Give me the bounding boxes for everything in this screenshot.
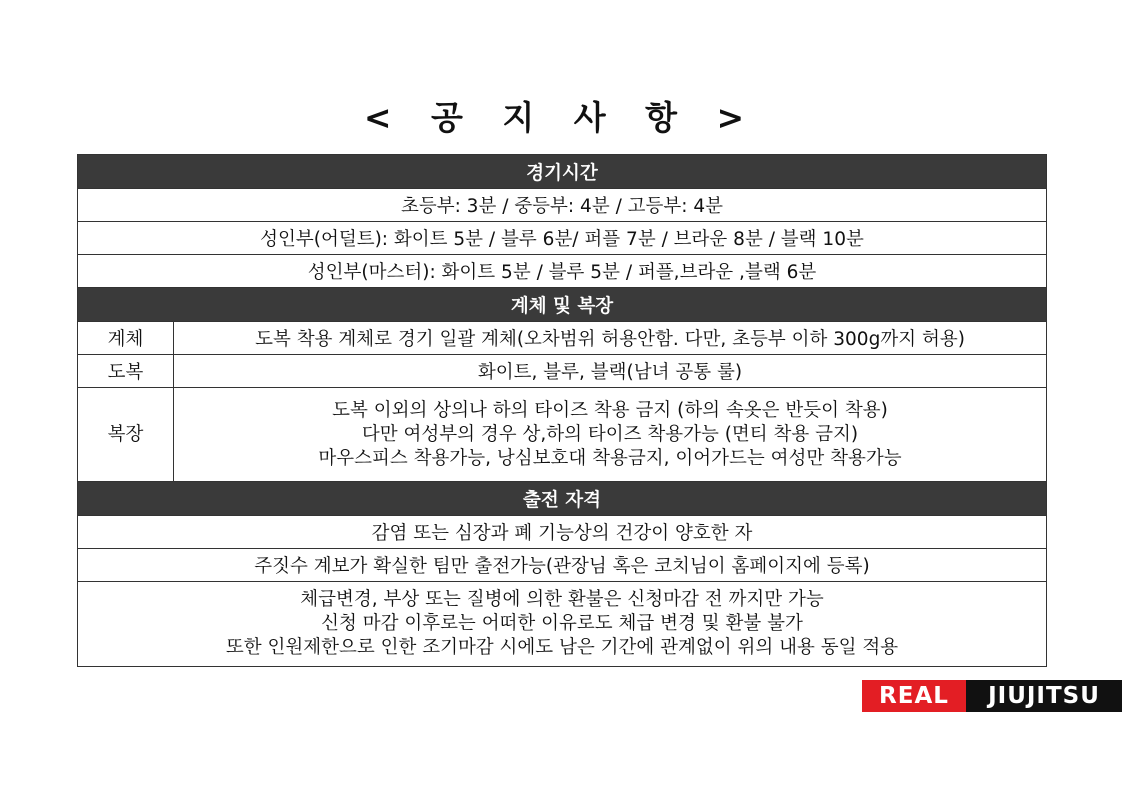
attire-value — [174, 388, 1047, 482]
logo-jiujitsu-text: JIUJITSU — [966, 680, 1122, 712]
logo-real-text: REAL — [862, 680, 966, 712]
refund-notes — [78, 582, 1047, 667]
page-title: < 공 지 사 항 > — [363, 98, 759, 137]
match-time-youth: 초등부: 3분 / 중등부: 4분 / 고등부: 4분 — [78, 189, 1047, 222]
weigh-in-label: 계체 — [78, 322, 174, 355]
match-time-adult: 성인부(어덜트): 화이트 5분 / 블루 6분/ 퍼플 7분 / 브라운 8분 / 블랙 10분 — [78, 222, 1047, 255]
attire-line: 도복 이외의 상의나 하의 타이즈 착용 금지 (하의 속옷은 반듯이 착용) — [332, 399, 888, 421]
refund-note-line: 신청 마감 이후로는 어떠한 이유로도 체급 변경 및 환불 불가 — [321, 613, 803, 634]
weigh-in-value: 도복 착용 계체로 경기 일괄 계체(오차범위 허용안함. 다만, 초등부 이하 300g까지 허용) — [174, 322, 1047, 355]
section-header-weigh-in: 계체 및 복장 — [78, 288, 1047, 322]
refund-note-line: 체급변경, 부상 또는 질병에 의한 환불은 신청마감 전 까지만 가능 — [300, 589, 824, 610]
notice-table — [77, 154, 1047, 667]
eligibility-team: 주짓수 계보가 확실한 팀만 출전가능(관장님 혹은 코치님이 홈페이지에 등록) — [78, 549, 1047, 582]
real-jiujitsu-logo — [862, 680, 1122, 712]
attire-line: 다만 여성부의 경우 상,하의 타이즈 착용가능 (면티 착용 금지) — [361, 423, 859, 445]
match-time-master: 성인부(마스터): 화이트 5분 / 블루 5분 / 퍼플,브라운 ,블랙 6분 — [78, 255, 1047, 288]
attire-line: 마우스피스 착용가능, 낭심보호대 착용금지, 이어가드는 여성만 착용가능 — [318, 447, 902, 469]
refund-note-line: 또한 인원제한으로 인한 조기마감 시에도 남은 기간에 관계없이 위의 내용 동일 적용 — [225, 637, 899, 658]
gi-label: 도복 — [78, 355, 174, 388]
attire-label: 복장 — [78, 388, 174, 482]
section-header-eligibility: 출전 자격 — [78, 482, 1047, 516]
eligibility-health: 감염 또는 심장과 폐 기능상의 건강이 양호한 자 — [78, 516, 1047, 549]
section-header-match-time: 경기시간 — [78, 155, 1047, 189]
gi-value: 화이트, 블루, 블랙(남녀 공통 룰) — [174, 355, 1047, 388]
